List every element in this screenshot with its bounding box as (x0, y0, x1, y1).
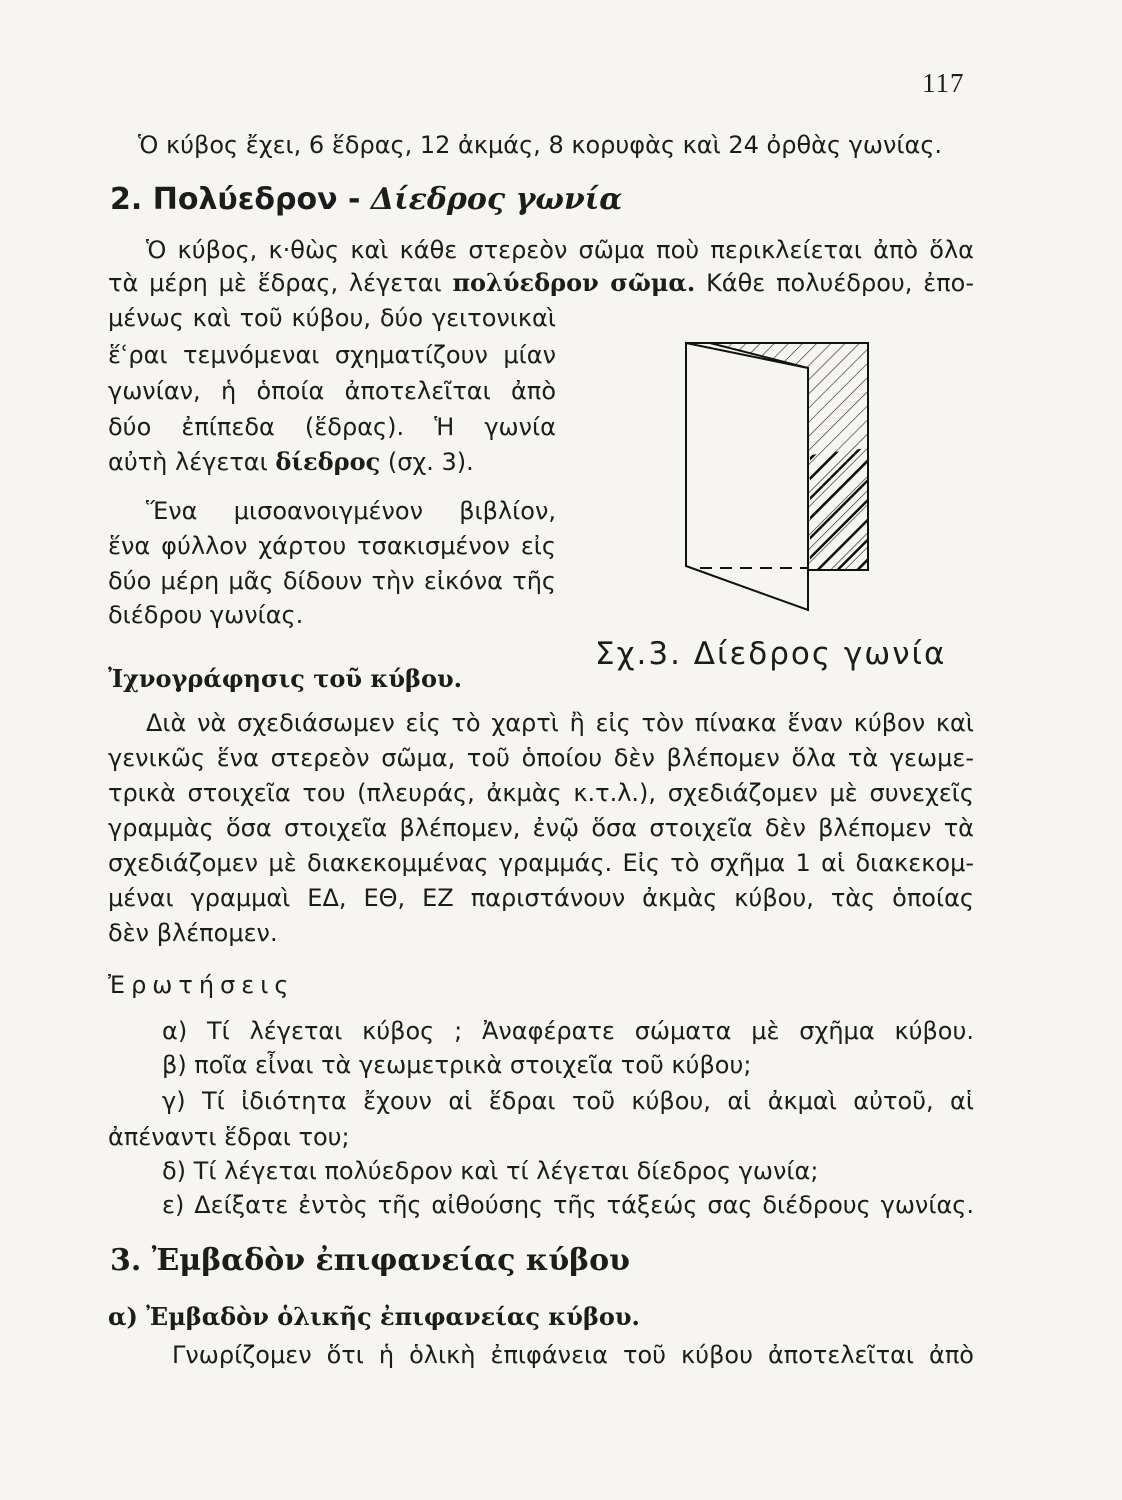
question-item: ε) Δείξατε ἐντὸς τῆς αἰθούσης τῆς τάξεώς σας διέδρους γωνίας. (162, 1191, 974, 1219)
question-item: β) ποῖα εἶναι τὰ γεωμετρικὰ στοιχεῖα τοῦ κύβου; (162, 1051, 752, 1079)
text-line: μένως καὶ τοῦ κύβου, δύο γειτονικαὶ (108, 304, 556, 332)
section-3-number: 3. (110, 1243, 142, 1278)
questions-heading: Ἐρωτήσεις (108, 971, 295, 999)
text-line: Ἕνα μισοανοιγμένον βιβλίον, (146, 497, 556, 525)
section-2-heading (110, 182, 623, 217)
text-line: Ὁ κύβος, κ·θὼς καὶ κάθε στερεὸν σῶμα ποὺ περικλείεται ἀπὸ ὅλα (146, 236, 974, 264)
text-line: γενικῶς ἕνα στερεὸν σῶμα, τοῦ ὁποίου δὲν βλέπομεν ὅλα τὰ γεωμε- (108, 744, 974, 772)
text-line: Διὰ νὰ σχεδιάσωμεν εἰς τὸ χαρτὶ ἢ εἰς τὸν πίνακα ἕναν κύβον καὶ (146, 709, 974, 737)
section-3-title: Ἐμβαδὸν ἐπιφανείας κύβου (151, 1243, 630, 1278)
question-item: γ) Τί ἰδιότητα ἔχουν αἱ ἕδραι τοῦ κύβου, αἱ ἀκμαὶ αὐτοῦ, αἱ (162, 1087, 974, 1115)
text-line: Γνωρίζομεν ὅτι ἡ ὁλικὴ ἐπιφάνεια τοῦ κύβου ἀποτελεῖται ἀπὸ (172, 1341, 974, 1369)
section-2-title-a: Πολύεδρον (152, 182, 338, 217)
text-line: γραμμὰς ὅσα στοιχεῖα βλέπομεν, ἐνῷ ὅσα στοιχεῖα δὲν βλέπομεν τὰ (108, 814, 974, 842)
text-line: σχεδιάζομεν μὲ διακεκομμένας γραμμάς. Εἰς τὸ σχῆμα 1 αἱ διακεκομ- (108, 849, 974, 877)
question-item: δ) Τί λέγεται πολύεδρον καὶ τί λέγεται δίεδρος γωνία; (162, 1157, 819, 1185)
dihedral-angle-figure (660, 330, 900, 620)
text-line: δὲν βλέπομεν. (108, 919, 278, 947)
text-line: τὰ μέρη μὲ ἕδρας, λέγεται πολύεδρον σῶμα. Κάθε πολυέδρου, ἐπο- (108, 268, 974, 297)
text-line: μέναι γραμμαὶ ΕΔ, ΕΘ, ΕΖ παριστάνουν ἀκμὰς κύβου, τὰς ὁποίας (108, 884, 974, 912)
shaded-region (810, 448, 868, 570)
text-line: ἕʿραι τεμνόμεναι σχηματίζουν μίαν (108, 341, 556, 369)
text-line: δύο μέρη μᾶς δίδουν τὴν εἰκόνα τῆς (108, 567, 556, 595)
question-item: α) Τί λέγεται κύβος ; Ἀναφέρατε σώματα μὲ σχῆμα κύβου. (162, 1017, 974, 1045)
text-line: δύο ἐπίπεδα (ἕδρας). Ἡ γωνία (108, 413, 556, 441)
figure-caption: Σχ.3. Δίεδρος γωνία (595, 636, 947, 672)
section-2-number: 2. (110, 182, 143, 217)
text-line: γωνίαν, ἡ ὁποία ἀποτελεῖται ἀπὸ (108, 377, 556, 405)
text-line: διέδρου γωνίας. (108, 601, 304, 629)
question-item-cont: ἀπέναντι ἕδραι του; (108, 1123, 350, 1151)
term-polyhedron: πολύεδρον σῶμα. (452, 268, 696, 297)
intro-line: Ὁ κύβος ἔχει, 6 ἕδρας, 12 ἀκμάς, 8 κορυφὰς καὶ 24 ὀρθὰς γωνίας. (138, 131, 943, 159)
subsection-heading: α) Ἐμβαδὸν ὁλικῆς ἐπιφανείας κύβου. (108, 1302, 640, 1331)
text-line: τρικὰ στοιχεῖα του (πλευράς, ἀκμὰς κ.τ.λ.), σχεδιάζομεν μὲ συνεχεῖς (108, 779, 974, 807)
term-dihedral: δίεδρος (275, 447, 381, 476)
section-2-title-b: Δίεδρος γωνία (370, 182, 623, 217)
section-2-dash: - (347, 182, 361, 217)
front-face (686, 343, 808, 610)
page-number: 117 (922, 68, 965, 98)
section-3-heading (110, 1243, 630, 1278)
ichnography-heading: Ἰχνογράφησις τοῦ κύβου. (108, 664, 463, 693)
text-line: αὐτὴ λέγεται δίεδρος (σχ. 3). (108, 447, 474, 476)
text-line: ἕνα φύλλον χάρτου τσακισμένον εἰς (108, 532, 556, 560)
